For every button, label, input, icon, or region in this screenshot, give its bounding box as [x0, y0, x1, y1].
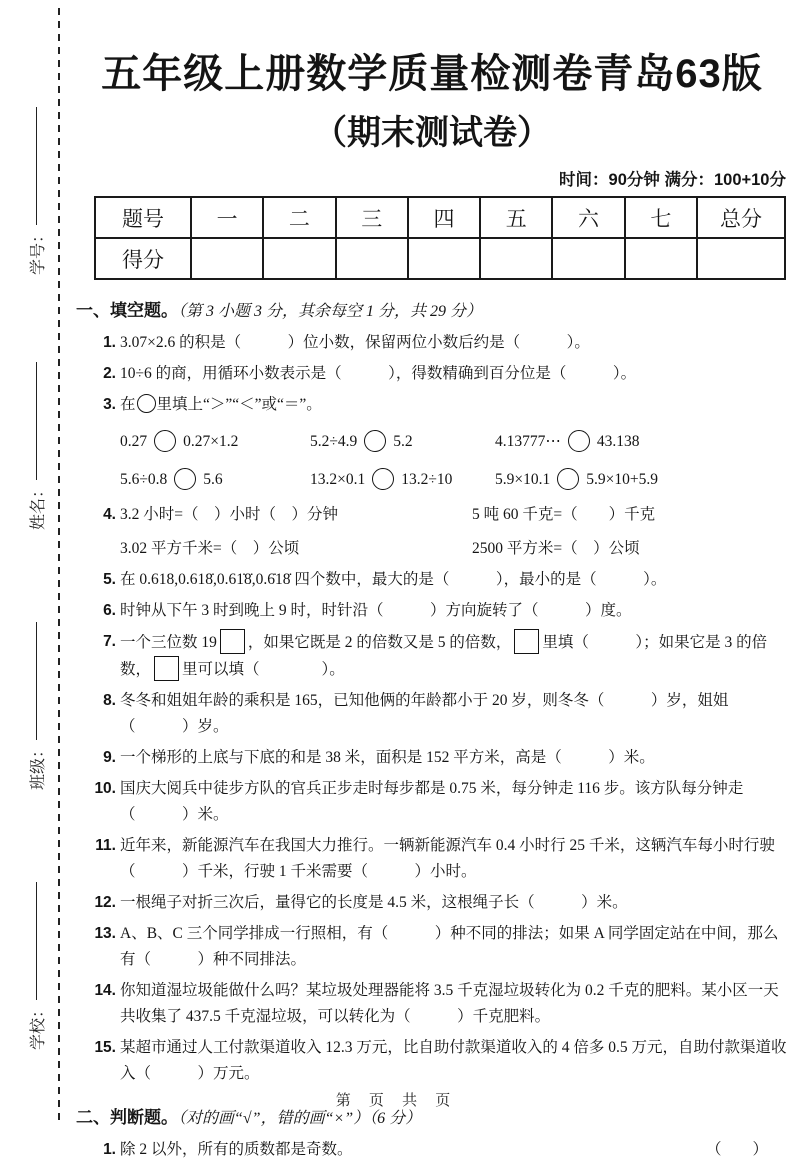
question-text: 在 0.618,0.618̇,0.61̇8̇,0.6̇18̇ 四个数中，最大的是（ ），最小的是（ ）。	[120, 571, 667, 588]
comparison-item	[120, 468, 310, 490]
score-col-7: 七	[625, 197, 697, 238]
exam-page	[76, 0, 788, 1166]
comparison-grid	[76, 430, 788, 490]
school-label: 学校：	[29, 1001, 47, 1050]
comparison-item	[495, 468, 788, 490]
comparison-right: 43.138	[596, 433, 640, 450]
question-text: 你知道湿垃圾能做什么吗？某垃圾处理器能将 3.5 千克湿垃圾转化为 0.2 千克的肥料。某小区一天共收集了 437.5 千克湿垃圾，可以转化为（ ）千克肥料。	[120, 982, 779, 1025]
blank-box	[154, 656, 179, 681]
sidebar-field-student-id	[21, 75, 51, 275]
question-number: 15.	[94, 1039, 116, 1056]
question-text: 某超市通过人工付款渠道收入 12.3 万元，比自助付款渠道收入的 4 倍多 0.5 万元，自助付款渠道收入（ ）万元。	[120, 1039, 787, 1082]
question-5	[76, 567, 788, 593]
score-row-label: 得分	[95, 238, 191, 279]
score-table-score-row	[95, 238, 785, 279]
question-text: 除 2 以外，所有的质数都是奇数。	[120, 1141, 353, 1158]
question-text: 冬冬和姐姐年龄的乘积是 165，已知他俩的年龄都小于 20 岁，则冬冬（ ）岁，姐姐（ ）岁。	[120, 692, 729, 735]
score-table-header-row	[95, 197, 785, 238]
name-blank-line	[36, 362, 37, 480]
compare-circle-icon	[174, 468, 196, 490]
question-number: 8.	[103, 692, 116, 709]
question-text: 国庆大阅兵中徒步方队的官兵正步走时每步都是 0.75 米，每分钟走 116 步。该方队每分钟走（ ）米。	[120, 780, 744, 823]
question-7	[76, 629, 788, 683]
judge-question-1	[76, 1137, 788, 1163]
question-6	[76, 598, 788, 624]
question-number: 12.	[94, 894, 116, 911]
name-label: 姓名：	[29, 481, 47, 530]
student-id-blank-line	[36, 107, 37, 225]
question-text: A、B、C 三个同学排成一行照相，有（ ）种不同的排法；如果 A 同学固定站在中间，那么有（ ）种不同排法。	[120, 925, 779, 968]
unit-conversion-item: 3.2 小时=（ ）小时（ ）分钟	[120, 506, 338, 523]
class-blank-line	[36, 622, 37, 740]
question-1	[76, 330, 788, 356]
compare-circle-icon	[154, 430, 176, 452]
score-col-1: 一	[191, 197, 263, 238]
question-number: 5.	[103, 571, 116, 588]
score-cell	[263, 238, 335, 279]
question-11	[76, 833, 788, 885]
question-number: 9.	[103, 749, 116, 766]
question-text: 时钟从下午 3 时到晚上 9 时，时针沿（ ）方向旋转了（ ）度。	[120, 602, 632, 619]
question-8	[76, 688, 788, 740]
comparison-right: 13.2÷10	[401, 471, 453, 488]
question-number: 1.	[103, 334, 116, 351]
judge-row	[120, 1137, 788, 1163]
question-number: 11.	[95, 837, 116, 854]
question-15	[76, 1035, 788, 1087]
score-col-5: 五	[480, 197, 552, 238]
comparison-left: 4.13777⋯	[495, 433, 561, 450]
answer-blank: （ ）	[705, 1141, 768, 1158]
comparison-left: 0.27	[120, 433, 148, 450]
question-4	[76, 502, 788, 562]
question-10	[76, 776, 788, 828]
score-col-3: 三	[336, 197, 408, 238]
question-number: 10.	[94, 780, 116, 797]
question-text: 在 里填上“＞”“＜”或“＝”。	[120, 396, 322, 413]
question-text: 近年来，新能源汽车在我国大力推行。一辆新能源汽车 0.4 小时行 25 千米，这辆汽车每小时行驶（ ）千米，行驶 1 千米需要（ ）小时。	[120, 837, 775, 880]
footer-page-label: 第 页 共 页	[335, 1092, 458, 1109]
question-number: 14.	[94, 982, 116, 999]
question-14	[76, 978, 788, 1030]
comparison-left: 5.6÷0.8	[120, 471, 168, 488]
question-9	[76, 745, 788, 771]
comparison-item	[120, 430, 310, 452]
score-col-6: 六	[552, 197, 624, 238]
comparison-right: 5.9×10+5.9	[586, 471, 658, 488]
compare-circle-icon	[557, 468, 579, 490]
section-1-note: （第 3 小题 3 分，其余每空 1 分，共 29 分）	[178, 303, 483, 320]
sidebar-field-school	[21, 850, 51, 1050]
comparison-right: 0.27×1.2	[183, 433, 239, 450]
unit-conversion-grid	[120, 502, 788, 562]
unit-conversion-item: 5 吨 60 千克=（ ）千克	[472, 506, 656, 523]
comparison-left: 13.2×0.1	[310, 471, 366, 488]
question-text: 一根绳子对折三次后，量得它的长度是 4.5 米，这根绳子长（ ）米。	[120, 894, 628, 911]
question-text: 一个梯形的上底与下底的和是 38 米，面积是 152 平方米，高是（ ）米。	[120, 749, 655, 766]
compare-circle-icon	[568, 430, 590, 452]
question-3	[76, 392, 788, 418]
score-table	[94, 196, 786, 280]
score-cell	[625, 238, 697, 279]
question-2	[76, 361, 788, 387]
unit-conversion-item: 2500 平方米=（ ）公顷	[472, 540, 640, 557]
section-1-title: 一、填空题。	[76, 301, 178, 320]
student-id-label: 学号：	[29, 226, 47, 275]
comparison-item	[310, 430, 495, 452]
section-1-heading	[76, 298, 788, 325]
score-cell	[191, 238, 263, 279]
page-title: 五年级上册数学质量检测卷青岛63版	[101, 52, 763, 96]
question-text: 3.07×2.6 的积是（ ）位小数，保留两位小数后约是（ ）。	[120, 334, 590, 351]
score-col-4: 四	[408, 197, 480, 238]
question-number: 13.	[94, 925, 116, 942]
unit-conversion-item: 3.02 平方千米=（ ）公顷	[120, 540, 300, 557]
score-cell-total	[697, 238, 785, 279]
score-table-corner: 题号	[95, 197, 191, 238]
score-cell	[408, 238, 480, 279]
section-2-title: 二、判断题。	[76, 1108, 178, 1127]
section-2-note: （对的画“√”，错的画“×”）（6 分）	[178, 1110, 422, 1127]
binding-dashed-line	[58, 8, 60, 1122]
sidebar-field-class	[21, 590, 51, 790]
question-number: 3.	[103, 396, 116, 413]
question-number: 1.	[103, 1141, 116, 1158]
comparison-left: 5.2÷4.9	[310, 433, 358, 450]
exam-time-score-info: 时间：90分钟 满分：100+10分	[559, 171, 786, 189]
comparison-item	[495, 430, 788, 452]
page-subtitle: （期末测试卷）	[313, 114, 551, 152]
school-blank-line	[36, 882, 37, 1000]
question-number: 7.	[103, 633, 116, 650]
blank-box	[220, 629, 245, 654]
score-cell	[480, 238, 552, 279]
comparison-right: 5.6	[203, 471, 223, 488]
question-text: 10÷6 的商，用循环小数表示是（ ），得数精确到百分位是（ ）。	[120, 365, 637, 382]
comparison-item	[310, 468, 495, 490]
class-label: 班级：	[29, 741, 47, 790]
comparison-left: 5.9×10.1	[495, 471, 551, 488]
compare-circle-icon	[137, 394, 156, 413]
question-number: 2.	[103, 365, 116, 382]
compare-circle-icon	[364, 430, 386, 452]
blank-box	[514, 629, 539, 654]
sidebar-field-name	[21, 330, 51, 530]
question-number: 4.	[103, 506, 116, 523]
score-cell	[336, 238, 408, 279]
compare-circle-icon	[372, 468, 394, 490]
question-number: 6.	[103, 602, 116, 619]
score-cell	[552, 238, 624, 279]
comparison-right: 5.2	[393, 433, 413, 450]
score-col-2: 二	[263, 197, 335, 238]
question-text: 一个三位数 19 ，如果它既是 2 的倍数又是 5 的倍数， 里填（ ）；如果它是 3 的倍数， 里可以填（ ）。	[120, 634, 767, 678]
question-12	[76, 890, 788, 916]
score-col-total: 总分	[697, 197, 785, 238]
question-13	[76, 921, 788, 973]
